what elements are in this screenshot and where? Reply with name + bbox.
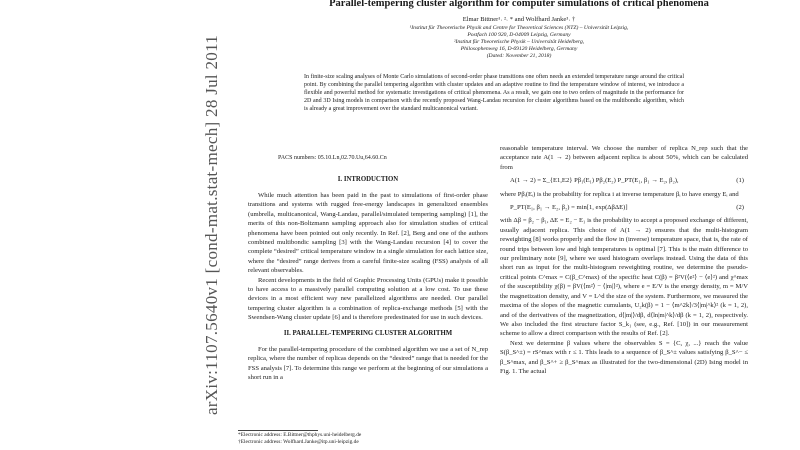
left-column — [248, 169, 488, 382]
pacs-numbers: PACS numbers: 05.10.Ln,02.70.Uu,64.60.Cn — [278, 155, 387, 161]
paragraph: with Δβ = β₂ − β₁, ΔE = E₂ − E₁ is the probability to accept a proposed exchange of different, usually adjacent replica. This choice of A(1 → 2) ensures that the multi-histogram reweighting [8] works properly and the flow in (inverse) temperature space, that is, the rate of round trips between low and high temperatures is optimal [7]. This is the main difference to our preliminary note [9], where we used histogram overlaps instead. Using the data of this short run as input for the multi-histogram reweighting routine, we determine the pseudo-critical points C^max = C(β_C^max) of the specific heat C(β) = β²V(⟨e²⟩ − ⟨e⟩²) and χ^max of the susceptibility χ(β) = βV(⟨m²⟩ − ⟨|m|⟩²), where e = E/V is the energy density, m = M/V the magnetization density, and V = L^d the size of the system. Furthermore, we measured the maxima of the slopes of the magnetic cumulants, U₂k(β) = 1 − ⟨m^2k⟩/3⟨|m|^k⟩² (k = 1, 2), and of the derivatives of the magnetization, d⟨|m|⟩/dβ, d⟨ln|m|^k⟩/dβ (k = 1, 2), respectively. We also included the first structure factor S_k₁ (see, e.g., Ref. [10]) in our measurement scheme to allow a direct comparison with the results of Ref. [2]. — [500, 217, 748, 338]
equation-number: (1) — [736, 177, 744, 185]
paper-authors: Elmar Bittner¹˒ ²˒ * and Wolfhard Janke³˒ † — [462, 16, 576, 23]
affiliations — [238, 25, 800, 60]
date-line: (Dated: November 21, 2018) — [486, 53, 552, 59]
equation-2 — [500, 199, 748, 216]
section-heading-introduction: I. INTRODUCTION — [337, 176, 399, 183]
affiliation-line: Postfach 100 920, D-04009 Leipzig, Germany — [467, 32, 571, 38]
section-heading-parallel-tempering: II. PARALLEL-TEMPERING CLUSTER ALGORITHM — [283, 329, 453, 337]
equation-1 — [500, 172, 748, 189]
paragraph: Recent developments in the field of Graphic Processing Units (GPUs) make it possible to have access to a massively parallel computing solution at a low cost. To use these devices in a most efficient way new parallelized algorithms are needed. Our parallel tempering cluster algorithm is a combination of replica-exchange methods [5] with the Swendsen-Wang cluster update [6] and is therefore predestinated for use in such devices. — [248, 276, 488, 322]
affiliation-line: Philosophenweg 16, D-69120 Heidelberg, Germany — [460, 46, 578, 52]
paragraph: where Pβᵢ(Eᵢ) is the probability for replica i at inverse temperature βᵢ to have energy Eᵢ and — [500, 190, 739, 198]
affiliation-line: ²Institut für Theoretische Physik – Universität Heidelberg, — [453, 39, 585, 45]
paper-title: Parallel-tempering cluster algorithm for computer simulations of critical phenomena — [329, 0, 709, 9]
abstract: In finite-size scaling analyses of Monte Carlo simulations of second-order phase transitions one often needs an extended temperature range around the critical point. By combining the parallel tempering algorithm with cluster updates and an adaptive routine to find the temperature window of interest, we introduce a flexible and powerful method for systematic investigations of critical phenomena. As a result, we gain one to two orders of magnitude in the performance for 2D and 3D Ising models in comparison with the recently proposed Wang-Landau recursion for cluster algorithms based on the multibondic algorithm, which is already a great improvement over the standard multicanonical variant. — [304, 74, 684, 112]
affiliation-line: ¹Institut für Theoretische Physik and Centre for Theoretical Sciences (NTZ) – Universität Leipzig, — [409, 25, 629, 31]
paper-page — [238, 0, 800, 450]
paragraph: While much attention has been paid in the past to simulations of first-order phase transitions and systems with rugged free-energy landscapes in generalized ensembles (umbrella, multicanonical, Wang-Landau, parallel/simulated tempering sampling) [1], the merits of this non-Boltzmann sampling approach also for simulation studies of critical phenomena have been pointed out only recently. In Ref. [2], Berg and one of the authors combined multibondic sampling [3] with the Wang-Landau recursion [4] to cover the complete “desired” critical temperature window in a single simulation for each lattice size, where the “desired” range derives from a careful finite-size scaling (FSS) analysis of all relevant observables. — [248, 192, 488, 275]
footnote: *Electronic address: E.Bittner@thphys.uni-heidelberg.de — [238, 432, 362, 438]
paragraph: reasonable temperature interval. We choose the number of replica N_rep such that the acceptance rate A(1 → 2) between adjacent replica is about 50%, which can be calculated from — [500, 145, 748, 171]
equation-number: (2) — [736, 204, 744, 212]
arxiv-identifier: arXiv:1107.5640v1 [cond-mat.stat-mech] 28 Jul 2011 — [202, 34, 221, 416]
right-column — [500, 144, 748, 376]
paragraph: Next we determine β values where the observables S = {C, χ, ...} reach the value S(β_S^±) = rS^max with r ≤ 1. This leads to a sequence of β_S^± values satisfying β_S^− ≤ β_S^max, and β_S^+ ≥ β_S^max as illustrated for the two-dimensional (2D) Ising model in Fig. 1. The actual — [500, 339, 748, 375]
equation-body: P_PT(E₁, β₁ → E₂, β₂) = min[1, exp(ΔβΔE)] — [510, 204, 628, 212]
equation-body: A(1 → 2) = Σ_{E1,E2} Pβ₁(E₁) Pβ₂(E₂) P_PT(E₁, β₁ → E₂, β₂), — [510, 177, 679, 185]
footnote-rule — [238, 430, 318, 431]
paragraph: For the parallel-tempering procedure of the combined algorithm we use a set of N_rep replica, where the number of replicas depends on the “desired” range that is needed for the FSS analysis [7]. To determine this range we perform at the beginning of our simulations a short run in a — [248, 345, 488, 381]
footnotes — [238, 432, 478, 446]
footnote: †Electronic address: Wolfhard.Janke@itp.uni-leipzig.de — [238, 439, 359, 445]
